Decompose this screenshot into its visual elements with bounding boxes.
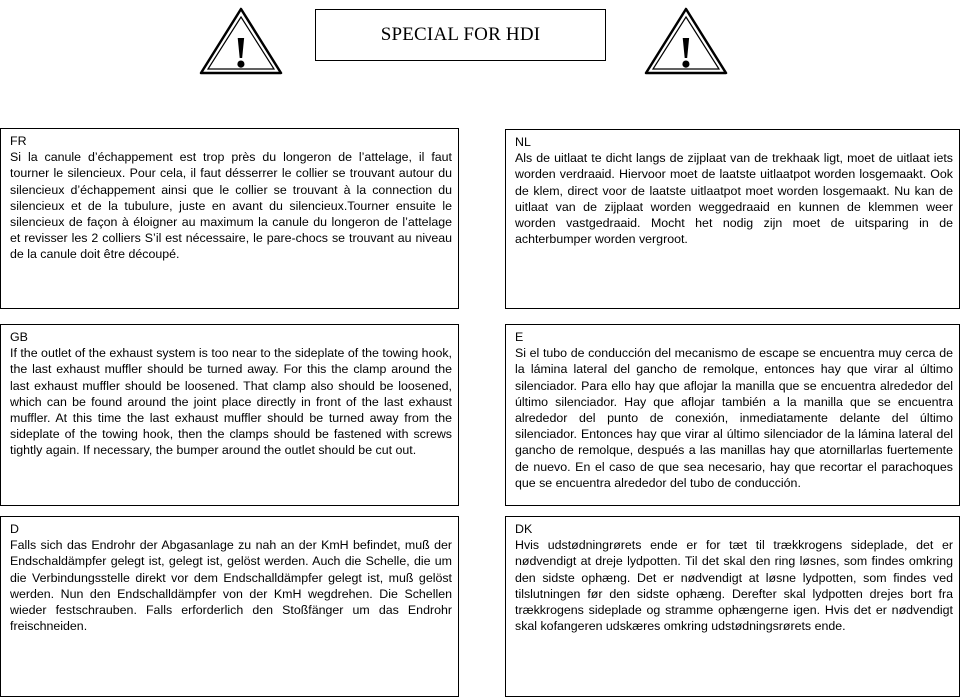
exclamation-glyph: ! — [233, 28, 249, 76]
section-nl — [505, 129, 960, 309]
section-text: Si la canule d’échappement est trop près du longeron de l’attelage, il faut tourner le silencieux. Pour cela, il faut désserrer le collier se trouvant autour du silencieux d’échappement ainsi que le collier se trouvant à la connection du silencieux et de la tubulure, juste en avant du silencieux.Tourner ensuite le silencieux de façon à éloigner au maximum la canule du longeron de l’attelage et revisser les 2 colliers S’il est nécessaire, le pare-chocs se trouvant au niveau de la canule doit être découpé. — [10, 150, 452, 262]
exclamation-glyph: ! — [678, 28, 694, 76]
section-language-code: GB — [10, 330, 28, 344]
section-language-code: FR — [10, 134, 27, 148]
section-fr — [0, 128, 459, 309]
section-language-code: D — [10, 522, 19, 536]
section-text: Falls sich das Endrohr der Abgasanlage zu nah an der KmH befindet, muß der Endschaldämpfer gelegt ist, gelegt ist, gelöst werden. Auch die Schelle, die um die Verbindungsstelle direkt vor dem Endschalldämpfer gelegt ist, muß gelöst werden. Nun den Endschalldämpfer von der KmH wegdrehen. Die Schellen wieder festschrauben. Falls erforderlich den Stoßfänger um das Endrohr freischneiden. — [10, 538, 452, 634]
section-text: Hvis udstødningrørets ende er for tæt til trækkrogens sideplade, det er nødvendigt at dreje lydpotten. Til det skal den ring løsnes, som findes omkring den sidste ophæng. Det er nødvendigt at løsne lydpotten, som findes ved tilslutningen før den sidste ophæng. Derefter skal lydpotten drejes bort fra trækkrogens sideplade og stramme ophængerne igen. Hvis det er nødvendigt skal kofangeren udskæres omkring udstødningsrørets ende. — [515, 538, 953, 634]
warning-triangle-icon-left — [198, 6, 284, 76]
section-text: Als de uitlaat te dicht langs de zijplaat van de trekhaak ligt, moet de uitlaat iets worden verdraaid. Hiervoor moet de laatste uitlaatpot worden losgemaakt. Ook de klem, direct voor de laatste uitlaatpot moet worden losgemaakt. Nu kan de uitlaat van de zijplaat worden weggedraaid en kunnen de klemmen weer worden vastgedraaid. Mocht het nodig zijn moet de uitsparing in de achterbumper worden vergroot. — [515, 151, 953, 247]
section-text: If the outlet of the exhaust system is too near to the sideplate of the towing hook, the last exhaust muffler should be turned away. For this the clamp around the last exhaust muffler should be loosened. That clamp also should be loosened, which can be found around the joint place directly in front of the last exhaust muffler. At this time the last exhaust muffler should be turned away from the sideplate of the towing hook, then the clamps should be fastened with screws tightly again. If necessary, the bumper around the outlet should be cut out. — [10, 346, 452, 458]
page-title: SPECIAL FOR HDI — [380, 24, 541, 45]
section-text: Si el tubo de conducción del mecanismo de escape se encuentra muy cerca de la lámina lateral del gancho de remolque, entonces hay que virar al último silenciador. Para ello hay que aflojar la manilla que se encuentra alrededor del último silenciador. Hay que aflojar también a la manilla que se encuentra alrededor del punto de conexión, inmediatamente delante del último silenciador. Entonces hay que virar al último silenciador de la lámina lateral del gancho de remolque, después a las manillas hay que atornillarlas fuertemente de nuevo. En el caso de que sea necesario, hay que recortar el parachoques que se encuentra alrededor del tubo de conducción. — [515, 346, 953, 490]
section-de — [0, 516, 459, 697]
warning-triangle-icon-right — [643, 6, 729, 76]
section-language-code: DK — [515, 522, 533, 536]
section-gb — [0, 324, 459, 506]
title-box — [315, 9, 606, 61]
section-language-code: NL — [515, 135, 531, 149]
section-language-code: E — [515, 330, 524, 344]
section-dk — [505, 516, 960, 697]
section-es — [505, 324, 960, 506]
